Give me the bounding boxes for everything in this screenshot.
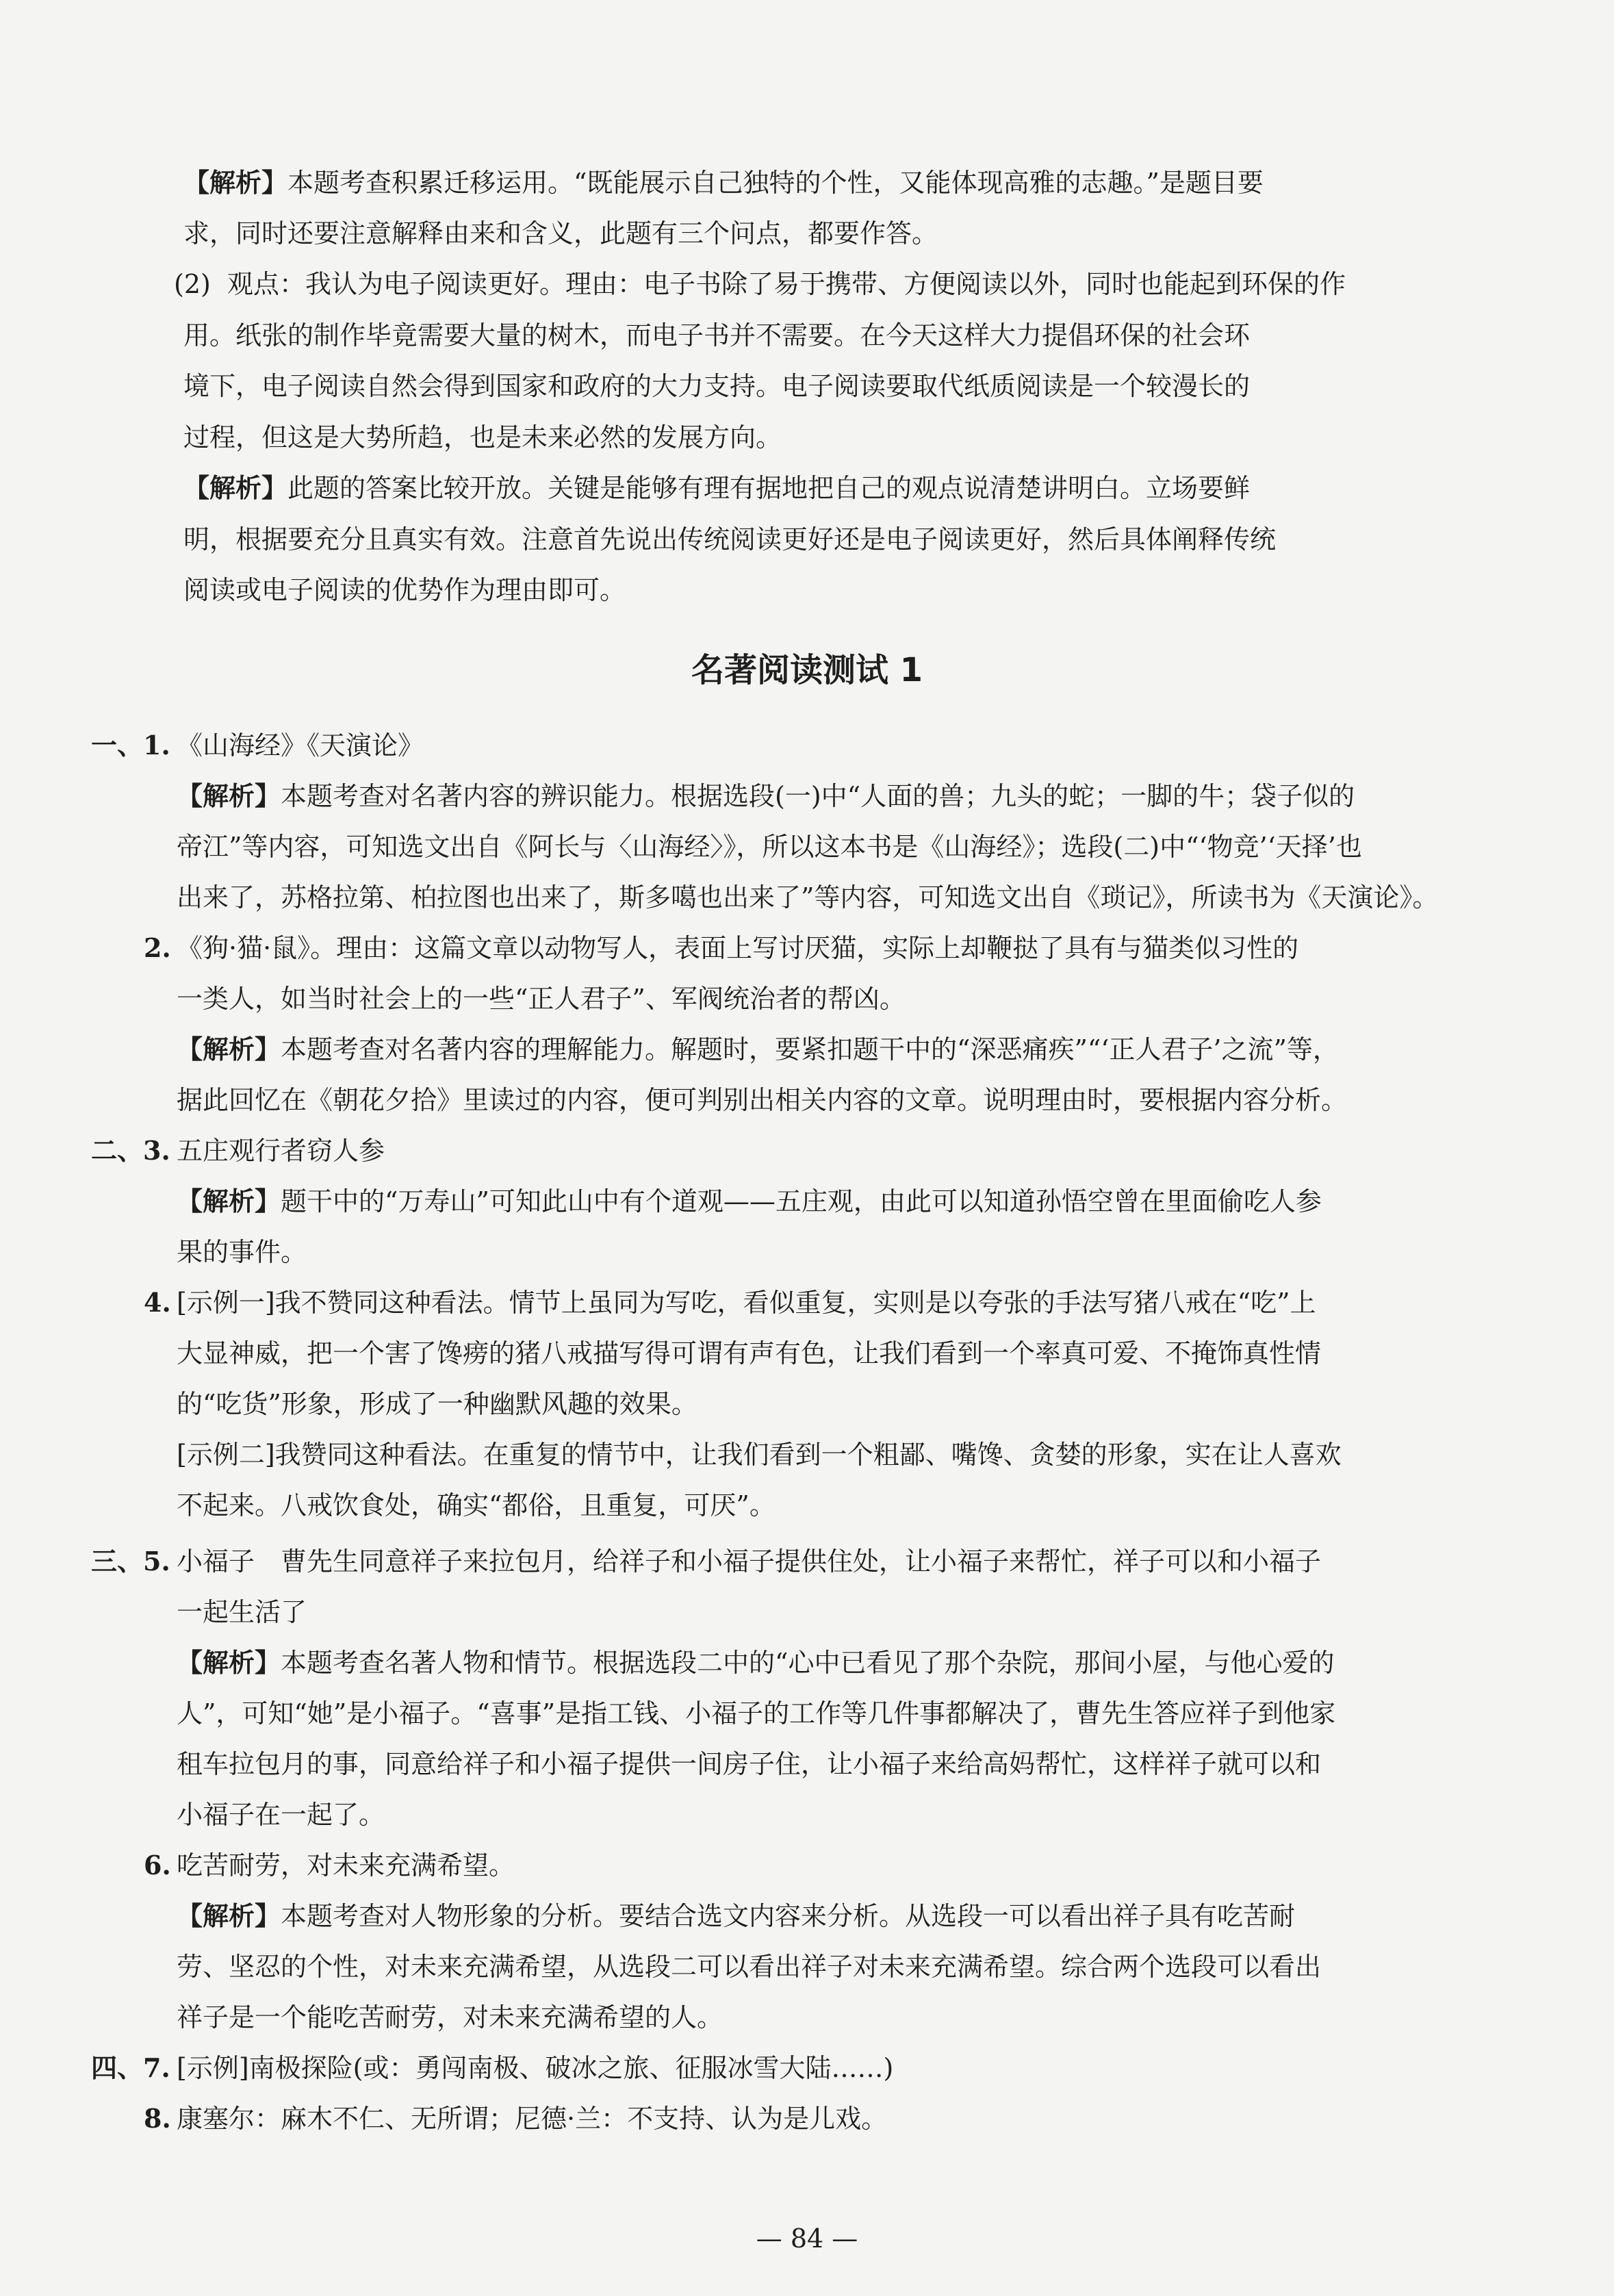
text-line: 据此回忆在《朝花夕拾》里读过的内容，便可判别出相关内容的文章。说明理由时，要根据内容分析。 xyxy=(177,1085,1348,1115)
question-number: 8. xyxy=(144,2103,171,2134)
question-prefix: 二、3. xyxy=(91,1135,170,1166)
question-prefix: 三、5. xyxy=(91,1546,170,1577)
text-line: 果的事件。 xyxy=(177,1237,307,1267)
text-line: 劳、坚忍的个性，对未来充满希望，从选段二可以看出祥子对未来充满希望。综合两个选段可以看出 xyxy=(177,1952,1322,1982)
answer-line: [示例]南极探险(或：勇闯南极、破冰之旅、征服冰雪大陆……) xyxy=(177,2053,894,2083)
jiexi-paragraph: 【解析】本题考查名著人物和情节。根据选段二中的“心中已看见了那个杂院，那间小屋，与他心爱的 xyxy=(177,1647,1335,1678)
jiexi-paragraph: 【解析】本题考查对名著内容的理解能力。解题时，要紧扣题干中的“深恶痛疾”“‘正人君子’之流”等， xyxy=(177,1034,1339,1064)
text-line: 祥子是一个能吃苦耐劳，对未来充满希望的人。 xyxy=(177,2002,723,2032)
answer-line: 用。纸张的制作毕竟需要大量的树木，而电子书并不需要。在今天这样大力提倡环保的社会环 xyxy=(183,320,1251,350)
question-prefix: 一、1. xyxy=(91,730,170,761)
jiexi-label: 【解析】 xyxy=(177,780,281,811)
answer-line: 康塞尔：麻木不仁、无所谓；尼德·兰：不支持、认为是儿戏。 xyxy=(177,2104,888,2134)
text-line: 帝江”等内容，可知选文出自《阿长与〈山海经〉》，所以这本书是《山海经》；选段(二)中“‘物竞’‘天择’也 xyxy=(177,832,1362,862)
answer-line: 一类人，如当时社会上的一些“正人君子”、军阀统治者的帮凶。 xyxy=(177,984,906,1014)
jiexi-paragraph: 【解析】本题考查积累迁移运用。“既能展示自己独特的个性，又能体现高雅的志趣。”是题目要 xyxy=(183,167,1264,198)
question-prefix: 四、7. xyxy=(91,2052,170,2083)
jiexi-label: 【解析】 xyxy=(177,1647,281,1678)
question-number: (2) xyxy=(174,269,211,299)
text-line: 求，同时还要注意解释由来和含义，此题有三个问点，都要作答。 xyxy=(183,218,938,248)
jiexi-label: 【解析】 xyxy=(177,1034,281,1064)
question-number: 2. xyxy=(144,932,171,963)
answer-line: 《狗·猫·鼠》。理由：这篇文章以动物写人，表面上写讨厌猫，实际上却鞭挞了具有与猫类似习性的 xyxy=(177,933,1299,963)
jiexi-paragraph: 【解析】此题的答案比较开放。关键是能够有理有据地把自己的观点说清楚讲明白。立场要鲜 xyxy=(183,472,1251,503)
answer-line: 小福子 曹先生同意祥子来拉包月，给祥子和小福子提供住处，让小福子来帮忙，祥子可以和小福子 xyxy=(177,1546,1322,1577)
text-line: 小福子在一起了。 xyxy=(177,1800,385,1830)
jiexi-paragraph: 【解析】本题考查对人物形象的分析。要结合选文内容来分析。从选段一可以看出祥子具有吃苦耐 xyxy=(177,1900,1296,1931)
text-line: 阅读或电子阅读的优势作为理由即可。 xyxy=(183,575,626,605)
text-line: 出来了，苏格拉第、柏拉图也出来了，斯多噶也出来了”等内容，可知选文出自《琐记》，所读书为《天演论》。 xyxy=(177,882,1439,913)
answer-line: 一起生活了 xyxy=(177,1597,307,1627)
answer-line: 不起来。八戒饮食处，确实“都俗，且重复，可厌”。 xyxy=(177,1490,776,1520)
answer-line: [示例二]我赞同这种看法。在重复的情节中，让我们看到一个粗鄙、嘴馋、贪婪的形象，实在让人喜欢 xyxy=(177,1440,1342,1470)
answer-line: 吃苦耐劳，对未来充满希望。 xyxy=(177,1850,515,1880)
answer-line: [示例一]我不赞同这种看法。情节上虽同为写吃，看似重复，实则是以夸张的手法写猪八戒在“吃”上 xyxy=(177,1288,1316,1318)
jiexi-paragraph: 【解析】题干中的“万寿山”可知此山中有个道观——五庄观，由此可以知道孙悟空曾在里面偷吃人参 xyxy=(177,1186,1322,1216)
answer-line: 境下，电子阅读自然会得到国家和政府的大力支持。电子阅读要取代纸质阅读是一个较漫长的 xyxy=(183,371,1251,401)
jiexi-label: 【解析】 xyxy=(183,472,288,503)
text-line: 人”，可知“她”是小福子。“喜事”是指工钱、小福子的工作等几件事都解决了，曹先生答应祥子到他家 xyxy=(177,1698,1336,1729)
page-title: 名著阅读测试 1 xyxy=(691,651,923,689)
answer-line: 的“吃货”形象，形成了一种幽默风趣的效果。 xyxy=(177,1389,697,1419)
text-line: 租车拉包月的事，同意给祥子和小福子提供一间房子住，让小福子来给高妈帮忙，这样祥子就可以和 xyxy=(177,1749,1322,1779)
question-number: 6. xyxy=(144,1850,171,1880)
answer-line: 五庄观行者窃人参 xyxy=(177,1136,385,1166)
jiexi-paragraph: 【解析】本题考查对名著内容的辨识能力。根据选段(一)中“人面的兽；九头的蛇；一脚的牛；袋子似的 xyxy=(177,780,1355,811)
page-number: — 84 — xyxy=(756,2223,858,2254)
text-line: 明，根据要充分且真实有效。注意首先说出传统阅读更好还是电子阅读更好，然后具体阐释传统 xyxy=(183,524,1277,554)
answer-line: 《山海经》《天演论》 xyxy=(177,730,424,761)
answer-line: 过程，但这是大势所趋，也是未来必然的发展方向。 xyxy=(183,422,782,452)
answer-line: 大显神威，把一个害了馋痨的猪八戒描写得可谓有声有色，让我们看到一个率真可爱、不掩饰真性情 xyxy=(177,1338,1322,1368)
question-number: 4. xyxy=(144,1287,171,1318)
jiexi-label: 【解析】 xyxy=(183,167,288,198)
jiexi-label: 【解析】 xyxy=(177,1186,281,1216)
answer-line: 观点：我认为电子阅读更好。理由：电子书除了易于携带、方便阅读以外，同时也能起到环保的作 xyxy=(227,269,1346,299)
jiexi-label: 【解析】 xyxy=(177,1900,281,1931)
